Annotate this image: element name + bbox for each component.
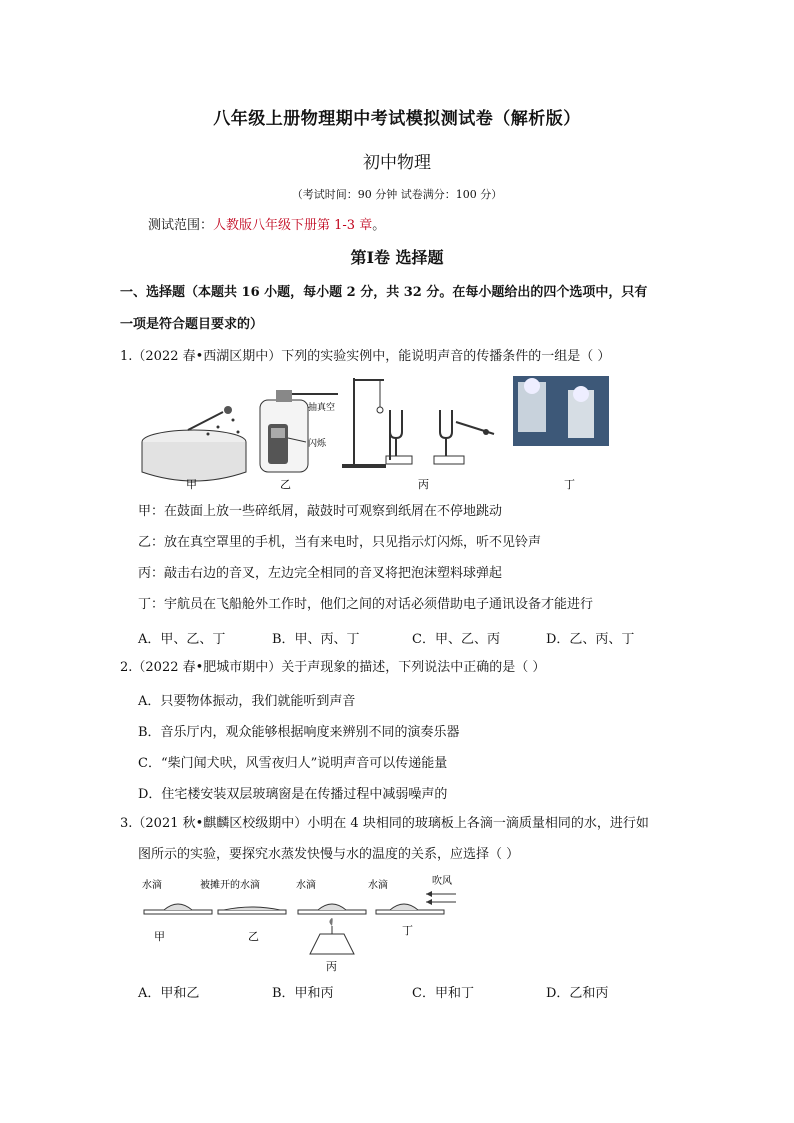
q3-wind-label: 吹风 — [432, 876, 452, 887]
fig-label-yi: 乙 — [280, 478, 291, 491]
q1-option-a[interactable]: A．甲、乙、丁 — [138, 632, 226, 647]
astronauts-photo — [513, 376, 609, 446]
q3-drop-label-1: 水滴 — [142, 880, 162, 891]
q3-option-b[interactable]: B．甲和丙 — [272, 986, 334, 1001]
q3-fig-label-bing: 丙 — [326, 960, 337, 973]
section-instruction-2: 一项是符合题目要求的） — [120, 317, 264, 332]
q3-option-c[interactable]: C．甲和丁 — [412, 986, 474, 1001]
q2-option-d[interactable]: D．住宅楼安装双层玻璃窗是在传播过程中减弱噪声的 — [138, 787, 448, 802]
q1-statement-ding: 丁：宇航员在飞船舱外工作时，他们之间的对话必须借助电子通讯设备才能进行 — [138, 597, 594, 612]
q3-fig-label-yi: 乙 — [248, 930, 259, 943]
q3-fig-label-jia: 甲 — [154, 930, 165, 943]
q3-stem-2: 图所示的实验，要探究水蒸发快慢与水的温度的关系，应选择（ ） — [138, 847, 520, 862]
q1-option-d[interactable]: D．乙、丙、丁 — [546, 632, 635, 647]
section-title: 第Ⅰ卷 选择题 — [350, 248, 444, 267]
q1-figure — [138, 372, 618, 492]
q3-option-a[interactable]: A．甲和乙 — [138, 986, 200, 1001]
page-title: 八年级上册物理期中考试模拟测试卷（解析版） — [213, 109, 581, 129]
q3-spread-label: 被摊开的水滴 — [200, 880, 260, 891]
q1-stem: 1.（2022 春•西湖区期中）下列的实验实例中，能说明声音的传播条件的一组是（ ） — [120, 349, 611, 364]
bell-jar-phone — [260, 390, 338, 472]
subject-title: 初中物理 — [363, 153, 431, 173]
q1-statement-yi: 乙：放在真空罩里的手机，当有来电时，只见指示灯闪烁，听不见铃声 — [138, 535, 542, 550]
range-value: 人教版八年级下册第 1-3 章 — [213, 218, 373, 233]
q1-option-b[interactable]: B．甲、丙、丁 — [272, 632, 360, 647]
range-label: 测试范围： — [148, 218, 214, 233]
section-instruction-1: 一、选择题（本题共 16 小题，每小题 2 分，共 32 分。在每小题给出的四个选项中，只有 — [120, 285, 648, 300]
q3-option-d[interactable]: D．乙和丙 — [546, 986, 609, 1001]
range-end: 。 — [372, 218, 386, 233]
q3-fig-label-ding: 丁 — [402, 924, 413, 937]
fig-label-jia: 甲 — [186, 478, 197, 491]
q1-option-c[interactable]: C．甲、乙、丙 — [412, 632, 500, 647]
q2-option-b[interactable]: B．音乐厅内，观众能够根据响度来辨别不同的演奏乐器 — [138, 725, 460, 740]
drum-illustration — [142, 406, 246, 481]
q2-option-c[interactable]: C．“柴门闻犬吠，风雪夜归人”说明声音可以传递能量 — [138, 756, 448, 771]
fig-label-bing: 丙 — [418, 478, 429, 491]
test-range — [148, 214, 385, 233]
q2-stem: 2.（2022 春•肥城市期中）关于声现象的描述，下列说法中正确的是（ ） — [120, 660, 546, 675]
q1-statement-jia: 甲：在鼓面上放一些碎纸屑，敲鼓时可观察到纸屑在不停地跳动 — [138, 504, 503, 519]
pump-label: 抽真空 — [308, 403, 336, 413]
q2-option-a[interactable]: A．只要物体振动，我们就能听到声音 — [138, 694, 356, 709]
fig-label-ding: 丁 — [564, 478, 575, 491]
q3-stem-1: 3.（2021 秋•麒麟区校级期中）小明在 4 块相同的玻璃板上各滴一滴质量相同的水，进行如 — [120, 816, 649, 831]
q3-figure — [138, 874, 478, 974]
tuning-forks — [342, 378, 494, 468]
q3-drop-label-3: 水滴 — [368, 880, 388, 891]
q1-statement-bing: 丙：敲击右边的音叉，左边完全相同的音叉将把泡沫塑料球弹起 — [138, 566, 503, 581]
flash-label: 闪烁 — [308, 439, 327, 449]
exam-info: （考试时间：90 分钟 试卷满分：100 分） — [291, 188, 503, 201]
q3-drop-label-2: 水滴 — [296, 880, 316, 891]
